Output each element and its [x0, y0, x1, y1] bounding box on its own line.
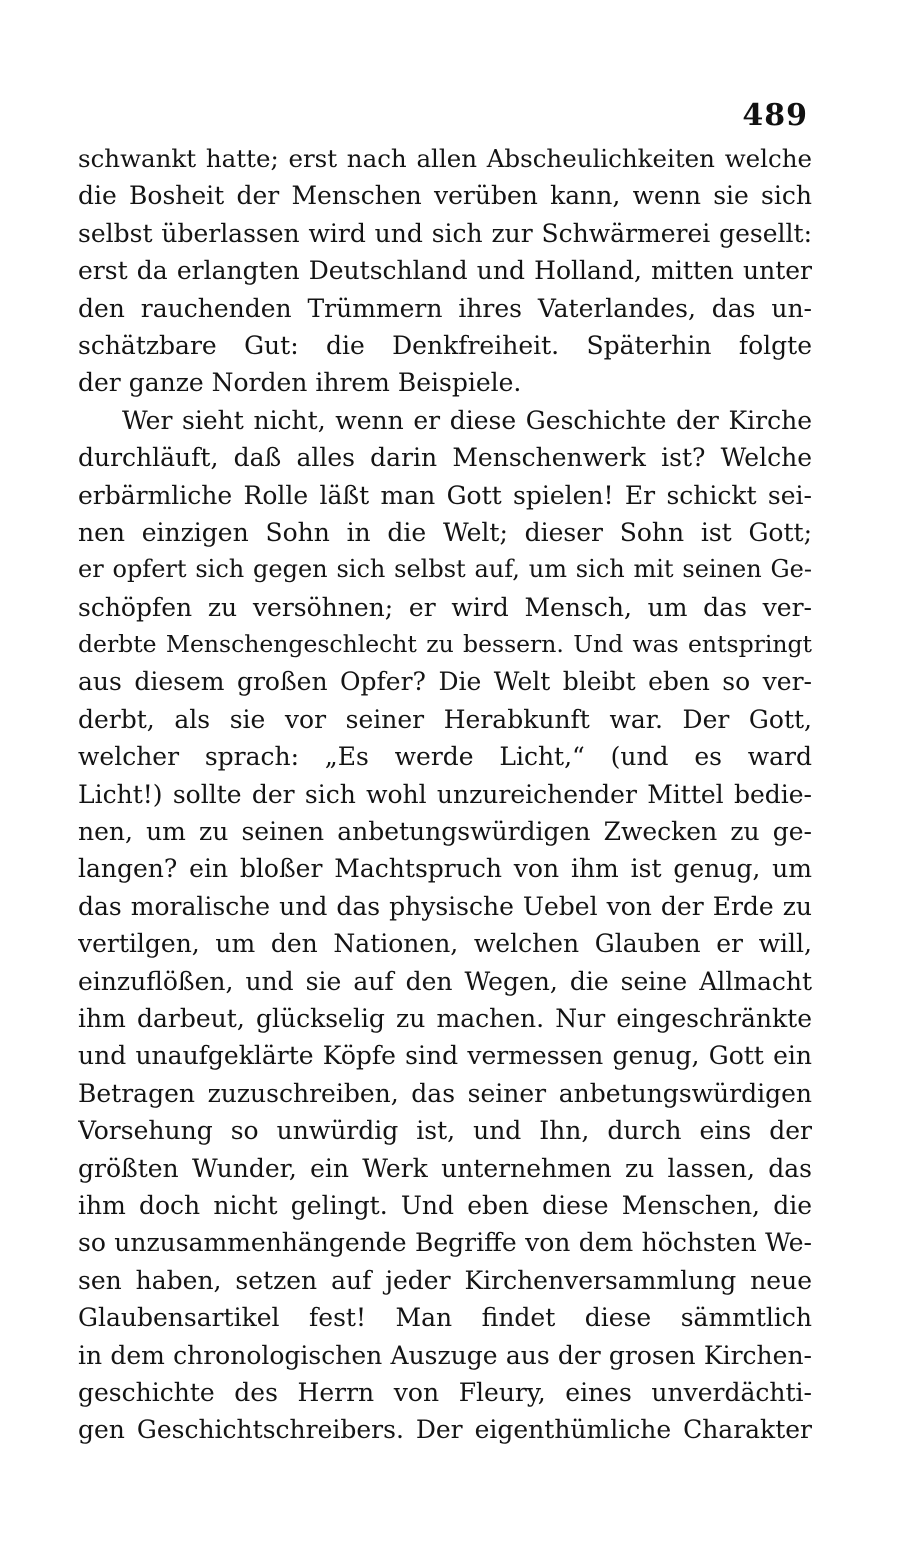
page-number: 489 — [742, 98, 808, 133]
text-line: die Bosheit der Menschen verüben kann, wenn sie sich — [78, 181, 812, 211]
text-line: welcher sprach: „Es werde Licht,“ (und es ward — [78, 742, 812, 772]
text-line: aus diesem großen Opfer? Die Welt bleibt eben so ver- — [78, 667, 812, 697]
text-line: größten Wunder, ein Werk unternehmen zu lassen, das — [78, 1153, 812, 1183]
text-line: Glaubensartikel fest! Man findet diese sämmtlich — [78, 1303, 812, 1333]
text-line: Betragen zuzuschreiben, das seiner anbetungswürdigen — [78, 1078, 812, 1108]
text-line: er opfert sich gegen sich selbst auf, um sich mit seinen Ge- — [78, 555, 812, 584]
text-line: derbte Menschengeschlecht zu bessern. Und was entspringt — [78, 630, 812, 659]
text-line: derbt, als sie vor seiner Herabkunft war. Der Gott, — [78, 704, 812, 734]
text-line: das moralische und das physische Uebel von der Erde zu — [78, 891, 812, 921]
text-line: erbärmliche Rolle läßt man Gott spielen! Er schickt sei- — [78, 480, 812, 510]
text-line: in dem chronologischen Auszuge aus der grosen Kirchen- — [78, 1340, 812, 1370]
text-line: gen Geschichtschreibers. Der eigenthümliche Charakter — [78, 1415, 812, 1445]
text-line: geschichte des Herrn von Fleury, eines unverdächti- — [78, 1377, 812, 1407]
text-line: ihm doch nicht gelingt. Und eben diese Menschen, die — [78, 1190, 812, 1220]
text-line: durchläuft, daß alles darin Menschenwerk ist? Welche — [78, 443, 812, 473]
text-line: nen einzigen Sohn in die Welt; dieser Sohn ist Gott; — [78, 517, 812, 547]
text-line: einzuflößen, und sie auf den Wegen, die seine Allmacht — [78, 966, 812, 996]
text-line: schöpfen zu versöhnen; er wird Mensch, um das ver- — [78, 592, 812, 622]
text-line: nen, um zu seinen anbetungswürdigen Zwecken zu ge- — [78, 817, 812, 847]
text-line: und unaufgeklärte Köpfe sind vermessen genug, Gott ein — [78, 1041, 812, 1071]
text-line: vertilgen, um den Nationen, welchen Glauben er will, — [78, 929, 812, 959]
text-line: erst da erlangten Deutschland und Holland, mitten unter — [78, 256, 812, 286]
text-line: sen haben, setzen auf jeder Kirchenversammlung neue — [78, 1265, 812, 1295]
paragraph-first-line: Wer sieht nicht, wenn er diese Geschichte der Kirche — [122, 405, 812, 435]
text-line: langen? ein bloßer Machtspruch von ihm ist genug, um — [78, 854, 812, 884]
text-line: schwankt hatte; erst nach allen Abscheulichkeiten welche — [78, 144, 812, 173]
text-line: den rauchenden Trümmern ihres Vaterlandes, das un- — [78, 293, 812, 323]
text-line: der ganze Norden ihrem Beispiele. — [78, 368, 522, 398]
text-line: selbst überlassen wird und sich zur Schwärmerei gesellt: — [78, 218, 812, 248]
text-line: so unzusammenhängende Begriffe von dem höchsten We- — [78, 1228, 812, 1258]
body-text — [78, 140, 812, 1449]
text-line: Licht!) sollte der sich wohl unzureichender Mittel bedie- — [78, 779, 812, 809]
text-line: Vorsehung so unwürdig ist, und Ihn, durch eins der — [78, 1116, 812, 1146]
text-line: ihm darbeut, glückselig zu machen. Nur eingeschränkte — [78, 1003, 812, 1033]
text-line: schätzbare Gut: die Denkfreiheit. Späterhin folgte — [78, 330, 812, 360]
